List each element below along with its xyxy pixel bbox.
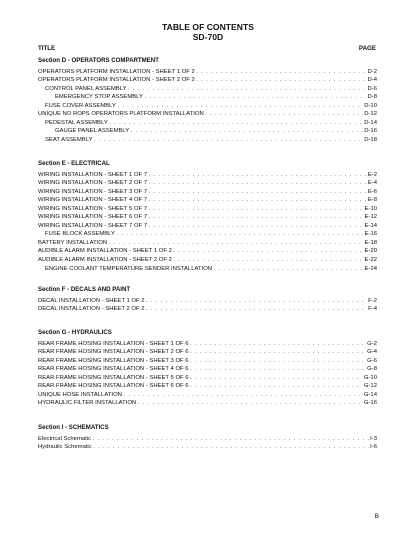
toc-entry-title: EMERGENCY STOP ASSEMBLY — [55, 94, 143, 101]
toc-entry — [38, 136, 377, 145]
toc-entry-page: D-6 — [367, 85, 377, 92]
toc-entry-title: UNIQUE HOSE INSTALLATION — [38, 391, 122, 398]
toc-entry — [38, 348, 377, 357]
page-section-letter: B — [374, 513, 379, 520]
document-title: TABLE OF CONTENTS — [162, 22, 254, 32]
toc-entry-title: REAR FRAME HOSING INSTALLATION - SHEET 6 OF 6 — [38, 383, 189, 390]
toc-entry-title: FUSE BLOCK ASSEMBLY — [45, 231, 115, 238]
toc-entry — [38, 256, 377, 265]
toc-entry — [38, 247, 377, 256]
toc-entry — [38, 382, 377, 391]
dot-leader — [138, 399, 363, 408]
toc-entry-page: D-8 — [367, 94, 377, 101]
toc-entry — [38, 399, 377, 408]
toc-entry — [38, 265, 377, 274]
toc-entry-title: WIRING INSTALLATION - SHEET 7 OF 7 — [38, 222, 147, 229]
toc-entry-page: G-4 — [367, 349, 377, 356]
toc-entry — [38, 365, 377, 374]
toc-entry — [38, 297, 377, 306]
toc-entry-page: E-4 — [367, 180, 377, 187]
dot-leader — [205, 110, 362, 119]
toc-entry-title: FUSE COVER ASSEMBLY — [45, 102, 116, 109]
toc-entry-title: PEDESTAL ASSEMBLY — [45, 119, 108, 126]
section-heading-f: Section F - DECALS AND PAINT — [38, 286, 131, 293]
toc-entry-page: D-2 — [367, 68, 377, 75]
dot-leader — [190, 374, 362, 383]
section-heading-i: Section I - SCHEMATICS — [38, 424, 109, 431]
toc-entry-title: WIRING INSTALLATION - SHEET 5 OF 7 — [38, 205, 147, 212]
dot-leader — [94, 136, 363, 145]
toc-entry — [38, 110, 377, 119]
dot-leader — [173, 247, 363, 256]
toc-entry — [38, 357, 377, 366]
toc-entry — [38, 179, 377, 188]
toc-entry-page: E-8 — [367, 197, 377, 204]
toc-entry — [38, 102, 377, 111]
toc-entry — [38, 205, 377, 214]
dot-leader — [214, 265, 364, 274]
dot-leader — [190, 357, 366, 366]
dot-leader — [117, 102, 362, 111]
toc-entry-title: REAR FRAME HOSING INSTALLATION - SHEET 1 OF 6 — [38, 340, 189, 347]
toc-entry — [38, 435, 377, 444]
toc-entry-page: D-4 — [367, 77, 377, 84]
toc-list-section-d — [38, 68, 377, 145]
dot-leader — [146, 297, 367, 306]
dot-leader — [109, 119, 362, 128]
toc-list-section-g — [38, 340, 377, 408]
toc-entry-page: I-6 — [370, 444, 377, 451]
toc-entry-page: D-10 — [364, 102, 377, 109]
toc-entry — [38, 340, 377, 349]
toc-entry-title: AUDIBLE ALARM INSTALLATION - SHEET 1 OF 2 — [38, 248, 172, 255]
dot-leader — [109, 239, 363, 248]
toc-entry-page: E-20 — [364, 248, 377, 255]
toc-entry-page: D-14 — [364, 119, 377, 126]
toc-entry-page: E-18 — [364, 239, 377, 246]
toc-entry-title: Hydraulic Schematic — [38, 444, 92, 451]
toc-entry-page: E-22 — [364, 256, 377, 263]
dot-leader — [123, 391, 362, 400]
toc-entry — [38, 230, 377, 239]
dot-leader — [149, 213, 364, 222]
toc-entry — [38, 374, 377, 383]
dot-leader — [190, 348, 366, 357]
dot-leader — [93, 435, 369, 444]
dot-leader — [196, 68, 366, 77]
dot-leader — [149, 188, 367, 197]
toc-entry — [38, 127, 377, 136]
toc-entry-title: WIRING INSTALLATION - SHEET 6 OF 7 — [38, 214, 147, 221]
toc-entry — [38, 76, 377, 85]
toc-entry-title: REAR FRAME HOSING INSTALLATION - SHEET 2 OF 6 — [38, 349, 189, 356]
toc-entry-page: G-2 — [367, 340, 377, 347]
dot-leader — [190, 340, 366, 349]
dot-leader — [128, 85, 366, 94]
toc-entry-title: CONTROL PANEL ASSEMBLY — [45, 85, 127, 92]
toc-entry-title: WIRING INSTALLATION - SHEET 3 OF 7 — [38, 188, 147, 195]
toc-entry-page: E-16 — [364, 231, 377, 238]
section-heading-e: Section E - ELECTRICAL — [38, 160, 110, 167]
toc-entry-page: D-16 — [364, 128, 377, 135]
toc-entry — [38, 196, 377, 205]
toc-entry-page: G-16 — [363, 400, 377, 407]
toc-entry — [38, 391, 377, 400]
toc-entry-title: AUDIBLE ALARM INSTALLATION - SHEET 2 OF 2 — [38, 256, 172, 263]
toc-entry-title: REAR FRAME HOSING INSTALLATION - SHEET 3 OF 6 — [38, 357, 189, 364]
toc-entry — [38, 119, 377, 128]
dot-leader — [131, 127, 363, 136]
toc-entry-page: I-3 — [370, 435, 377, 442]
dot-leader — [146, 305, 367, 314]
toc-entry — [38, 93, 377, 102]
dot-leader — [173, 256, 363, 265]
toc-entry-title: Electrical Schematic — [38, 435, 92, 442]
dot-leader — [190, 365, 366, 374]
toc-entry-title: REAR FRAME HOSING INSTALLATION - SHEET 5 OF 6 — [38, 374, 189, 381]
toc-entry — [38, 239, 377, 248]
document-subtitle: SD-70D — [192, 32, 224, 42]
section-heading-d: Section D - OPERATORS COMPARTMENT — [38, 57, 159, 64]
toc-entry-page: E-12 — [364, 214, 377, 221]
toc-entry-title: WIRING INSTALLATION - SHEET 1 OF 7 — [38, 171, 147, 178]
toc-entry-title: WIRING INSTALLATION - SHEET 4 OF 7 — [38, 197, 147, 204]
dot-leader — [196, 76, 366, 85]
toc-entry — [38, 68, 377, 77]
toc-entry-title: WIRING INSTALLATION - SHEET 2 OF 7 — [38, 180, 147, 187]
column-header-page: PAGE — [358, 45, 376, 52]
toc-list-section-e — [38, 171, 377, 274]
toc-entry-page: D-12 — [364, 111, 377, 118]
toc-entry-page: D-18 — [364, 136, 377, 143]
toc-entry — [38, 443, 377, 452]
dot-leader — [116, 230, 363, 239]
toc-entry-title: HYDRAULIC FILTER INSTALLATION — [38, 400, 137, 407]
toc-entry-page: F-2 — [368, 297, 377, 304]
toc-entry-title: OPERATORS PLATFORM INSTALLATION - SHEET 1 OF 2 — [38, 68, 195, 75]
toc-entry-page: E-14 — [364, 222, 377, 229]
toc-entry-title: REAR FRAME HOSING INSTALLATION - SHEET 4 OF 6 — [38, 366, 189, 373]
toc-entry-title: BATTERY INSTALLATION — [38, 239, 108, 246]
toc-entry-page: E-10 — [364, 205, 377, 212]
toc-entry-title: SEAT ASSEMBLY — [45, 136, 93, 143]
toc-entry-page: G-8 — [367, 366, 377, 373]
dot-leader — [144, 93, 366, 102]
toc-entry — [38, 305, 377, 314]
dot-leader — [149, 222, 364, 231]
dot-leader — [149, 179, 367, 188]
toc-entry — [38, 85, 377, 94]
toc-entry-page: E-6 — [367, 188, 377, 195]
column-header-title: TITLE — [38, 45, 56, 52]
toc-entry-title: UNIQUE NO ROPS OPERATORS PLATFORM INSTALLATION — [38, 111, 204, 118]
dot-leader — [149, 171, 367, 180]
toc-entry — [38, 213, 377, 222]
toc-entry-page: G-6 — [367, 357, 377, 364]
toc-entry-page: F-4 — [368, 306, 377, 313]
toc-entry-page: E-24 — [364, 265, 377, 272]
toc-entry-page: G-12 — [363, 383, 377, 390]
toc-list-section-i — [38, 435, 377, 452]
toc-entry-title: DECAL INSTALLATION - SHEET 1 OF 2 — [38, 297, 145, 304]
toc-entry — [38, 171, 377, 180]
toc-entry — [38, 222, 377, 231]
dot-leader — [93, 443, 368, 452]
section-heading-g: Section G - HYDRAULICS — [38, 329, 112, 336]
toc-entry-page: E-2 — [367, 171, 377, 178]
toc-entry-title: GAUGE PANEL ASSEMBLY — [55, 128, 130, 135]
dot-leader — [149, 196, 367, 205]
toc-entry — [38, 188, 377, 197]
toc-entry-title: DECAL INSTALLATION - SHEET 2 OF 2 — [38, 306, 145, 313]
dot-leader — [190, 382, 362, 391]
toc-entry-title: ENGINE COOLANT TEMPERATURE SENDER INSTALLATION — [45, 265, 213, 272]
toc-list-section-f — [38, 297, 377, 314]
toc-entry-title: OPERATORS PLATFORM INSTALLATION - SHEET 2 OF 2 — [38, 77, 195, 84]
dot-leader — [149, 205, 364, 214]
toc-entry-page: G-10 — [363, 374, 377, 381]
toc-entry-page: G-14 — [363, 391, 377, 398]
